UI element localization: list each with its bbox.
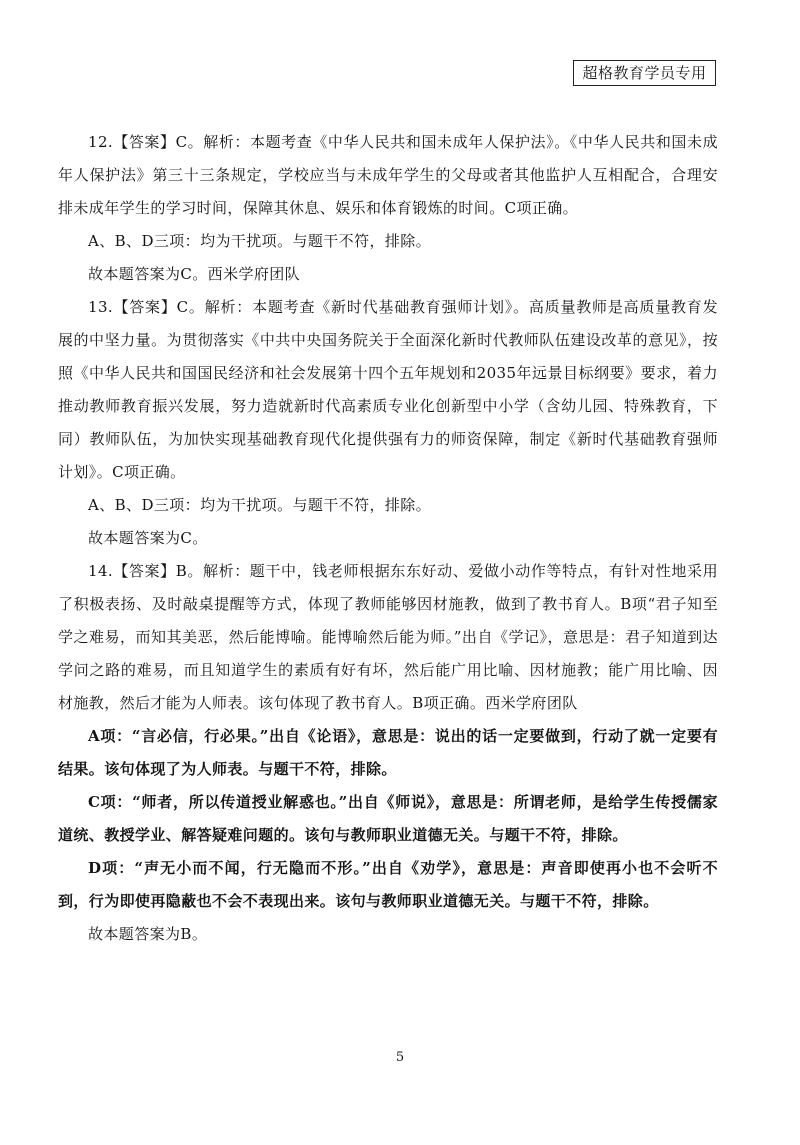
answer-analysis-content <box>58 126 718 951</box>
q14-option-a-paragraph: A项：“言必信，行必果。”出自《论语》，意思是：说出的话一定要做到，行动了就一定要有结果。该句体现了为人师表。与题干不符，排除。 <box>58 727 718 778</box>
q14-analysis-paragraph: 14.【答案】B。解析：题干中，钱老师根据东东好动、爱做小动作等特点，有针对性地采用了积极表扬、及时敲桌提醒等方式，体现了教师能够因材施教，做到了教书育人。B项“君子知至学之难易，而知其美恶，然后能博喻。能博喻然后能为师。”出自《学记》，意思是：君子知道到达学问之路的难易，而且知道学生的素质有好有坏，然后能广用比喻、因材施教；能广用比喻、因材施教，然后才能为人师表。该句体现了教书育人。B项正确。西米学府团队 <box>58 562 718 712</box>
q12-distractors-paragraph: A、B、D三项：均为干扰项。与题干不符，排除。 <box>88 232 432 250</box>
q13-analysis-paragraph: 13.【答案】C。解析：本题考查《新时代基础教育强师计划》。高质量教师是高质量教育发展的中坚力量。为贯彻落实《中共中央国务院关于全面深化新时代教师队伍建设改革的意见》，按照《中华人民共和国国民经济和社会发展第十四个五年规划和2035年远景目标纲要》要求，着力推动教师教育振兴发展，努力造就新时代高素质专业化创新型中小学（含幼儿园、特殊教育，下同）教师队伍，为加快实现基础教育现代化提供强有力的师资保障，制定《新时代基础教育强师计划》。C项正确。 <box>58 298 718 481</box>
q12-conclusion-paragraph: 故本题答案为C。西米学府团队 <box>88 265 301 283</box>
q14-option-c-paragraph: C项：“师者，所以传道授业解惑也。”出自《师说》，意思是：所谓老师，是给学生传授儒家道统、教授学业、解答疑难问题的。该句与教师职业道德无关。与题干不符，排除。 <box>58 793 718 844</box>
page-number: 5 <box>395 1050 405 1065</box>
q14-conclusion-paragraph: 故本题答案为B。 <box>88 925 208 943</box>
q13-distractors-paragraph: A、B、D三项：均为干扰项。与题干不符，排除。 <box>88 496 432 514</box>
header-label-box: 超格教育学员专用 <box>573 60 716 86</box>
q13-conclusion-paragraph: 故本题答案为C。 <box>88 529 208 547</box>
q14-option-d-paragraph: D项：“声无小而不闻，行无隐而不形。”出自《劝学》，意思是：声音即使再小也不会听不到，行为即使再隐蔽也不会不表现出来。该句与教师职业道德无关。与题干不符，排除。 <box>58 859 718 910</box>
q12-analysis-paragraph: 12.【答案】C。解析：本题考查《中华人民共和国未成年人保护法》。《中华人民共和国未成年人保护法》第三十三条规定，学校应当与未成年学生的父母或者其他监护人互相配合，合理安排未成年学生的学习时间，保障其休息、娱乐和体育锻炼的时间。C项正确。 <box>58 133 718 217</box>
